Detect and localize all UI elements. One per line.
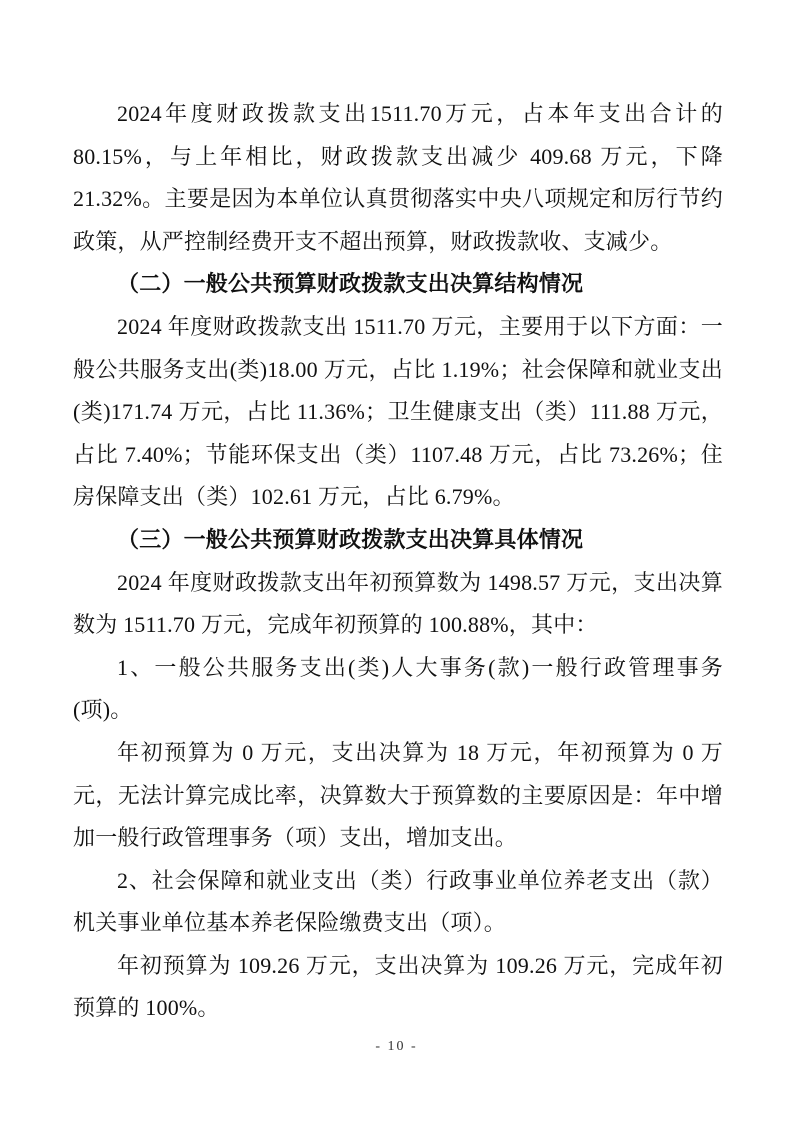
paragraph: 2024 年度财政拨款支出年初预算数为 1498.57 万元，支出决算数为 1511.70 万元，完成年初预算的 100.88%，其中： [73,569,723,638]
section-heading: （二）一般公共预算财政拨款支出决算结构情况 [117,271,584,297]
page-number: - 10 - [375,1039,418,1054]
paragraph: 年初预算为 109.26 万元，支出决算为 109.26 万元，完成年初预算的 100%。 [73,952,723,1021]
paragraph: 2024年度财政拨款支出1511.70万元，占本年支出合计的80.15%，与上年相比，财政拨款支出减少 409.68 万元，下降 21.32%。主要是因为本单位认真贯彻落实中央八项规定和厉行节约政策，从严控制经费开支不超出预算，财政拨款收、支减少。 [73,101,723,254]
paragraph: 2024 年度财政拨款支出 1511.70 万元，主要用于以下方面：一般公共服务支出(类)18.00 万元，占比 1.19%；社会保障和就业支出(类)171.74 万元，占比 11.36%；卫生健康支出（类）111.88 万元，占比 7.40%；节能环保支出（类）1107.48 万元，占比 73.26%；住房保障支出（类）102.61 万元，占比 6.79%。 [73,313,723,510]
paragraph [73,1030,723,1035]
paragraph: 年初预算为 0 万元，支出决算为 18 万元，年初预算为 0 万元，无法计算完成比率，决算数大于预算数的主要原因是：年中增加一般行政管理事务（项）支出，增加支出。 [73,739,723,851]
paragraph: 1、一般公共服务支出(类)人大事务(款)一般行政管理事务(项)。 [73,654,723,723]
paragraph: 2、社会保障和就业支出（类）行政事业单位养老支出（款）机关事业单位基本养老保险缴费支出（项）。 [73,867,723,936]
section-heading: （三）一般公共预算财政拨款支出决算具体情况 [117,526,584,552]
document-body [73,93,723,1035]
